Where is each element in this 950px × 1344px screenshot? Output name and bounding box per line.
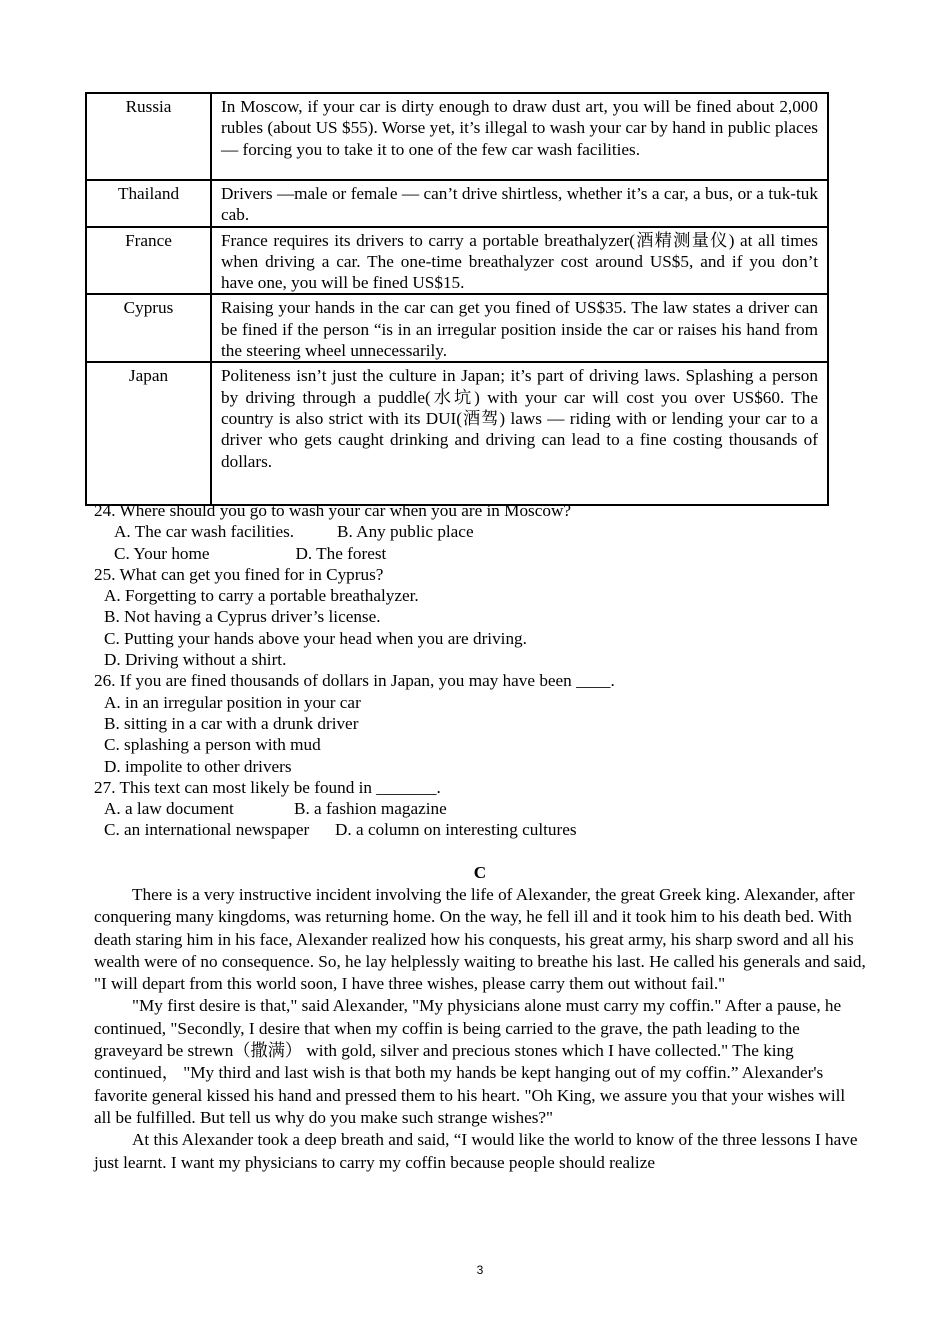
- question-26-option-a: A. in an irregular position in your car: [104, 692, 361, 712]
- question-26-stem: 26. If you are fined thousands of dollars in Japan, you may have been ____.: [94, 671, 615, 691]
- question-list: [94, 500, 854, 841]
- country-cell: Japan: [86, 362, 211, 505]
- country-cell: Russia: [86, 93, 211, 180]
- question-24-options-ab: A. The car wash facilities. B. Any public place: [114, 522, 474, 542]
- question-25-option-c: C. Putting your hands above your head when you are driving.: [104, 628, 527, 648]
- question-26-option-d: D. impolite to other drivers: [104, 756, 292, 776]
- section-heading: C: [473, 863, 487, 882]
- law-description-cell: Drivers —male or female — can’t drive shirtless, whether it’s a car, a bus, or a tuk-tuk cab.: [211, 180, 828, 227]
- table-row-thailand: [86, 180, 828, 227]
- question-25-option-a: A. Forgetting to carry a portable breathalyzer.: [104, 586, 419, 606]
- law-description-cell: In Moscow, if your car is dirty enough to draw dust art, you will be fined about 2,000 rubles (about US $55). Worse yet, it’s illegal to wash your car by hand in public places — forcing you to take it to one of the few car wash facilities.: [211, 93, 828, 180]
- country-cell: France: [86, 227, 211, 295]
- reading-passage: [94, 884, 866, 1174]
- question-25-stem: 25. What can get you fined for in Cyprus?: [94, 564, 384, 584]
- question-26-option-c: C. splashing a person with mud: [104, 735, 321, 755]
- question-27-stem: 27. This text can most likely be found in _______.: [94, 777, 441, 797]
- passage-paragraph: There is a very instructive incident involving the life of Alexander, the great Greek king. Alexander, after conquering many kingdoms, was returning home. On the way, he fell ill and it took him to his death bed. With death staring him in his face, Alexander realized how his conquests, his great army, his sharp sword and all his wealth were of no consequence. So, he lay helplessly waiting to breathe his last. He called his generals and said, "I will depart from this world soon, I have three wishes, please carry them out without fail.": [94, 885, 866, 994]
- question-24-options-cd: C. Your home D. The forest: [114, 543, 387, 563]
- question-26-option-b: B. sitting in a car with a drunk driver: [104, 713, 359, 733]
- driving-laws-table: [85, 92, 829, 506]
- passage-paragraph: "My first desire is that," said Alexander, "My physicians alone must carry my coffin." After a pause, he continued, "Secondly, I desire that when my coffin is being carried to the grave, the path leading to the graveyard be strewn（撒满） with gold, silver and precious stones which I have collected." The king continued， "My third and last wish is that both my hands be kept hanging out of my coffin.” Alexander's favorite general kissed his hand and pressed them to his heart. "Oh King, we assure you that your wishes will all be fulfilled. But tell us why do you make such strange wishes?": [94, 996, 846, 1127]
- question-25-option-b: B. Not having a Cyprus driver’s license.: [104, 607, 381, 627]
- question-25-option-d: D. Driving without a shirt.: [104, 650, 287, 670]
- page-number: 3: [476, 1263, 484, 1277]
- question-27-options-cd: C. an international newspaper D. a column on interesting cultures: [104, 820, 577, 840]
- passage-paragraph: At this Alexander took a deep breath and said, “I would like the world to know of the three lessons I have just learnt. I want my physicians to carry my coffin because people should realize: [94, 1130, 858, 1172]
- law-description-cell: Raising your hands in the car can get you fined of US$35. The law states a driver can be fined if the person “is in an irregular position inside the car or raises his hand from the steering wheel unnecessarily.: [211, 294, 828, 362]
- country-cell: Thailand: [86, 180, 211, 227]
- law-description-cell: France requires its drivers to carry a portable breathalyzer(酒精测量仪) at all times when driving a car. The one-time breathalyzer cost around US$5, and if you don’t have one, you will be fined US$15.: [211, 227, 828, 295]
- table-row-japan: [86, 362, 828, 505]
- country-cell: Cyprus: [86, 294, 211, 362]
- table-row-cyprus: [86, 294, 828, 362]
- question-27-options-ab: A. a law document B. a fashion magazine: [104, 799, 447, 819]
- question-24-stem: 24. Where should you go to wash your car when you are in Moscow?: [94, 501, 572, 520]
- law-description-cell: Politeness isn’t just the culture in Japan; it’s part of driving laws. Splashing a person by driving through a puddle(水坑) with your car will cost you over US$60. The country is also strict with its DUI(酒驾) laws — riding with or lending your car to a driver who gets caught drinking and driving can lead to a fine costing thousands of dollars.: [211, 362, 828, 505]
- table-row-russia: [86, 93, 828, 180]
- table-row-france: [86, 227, 828, 295]
